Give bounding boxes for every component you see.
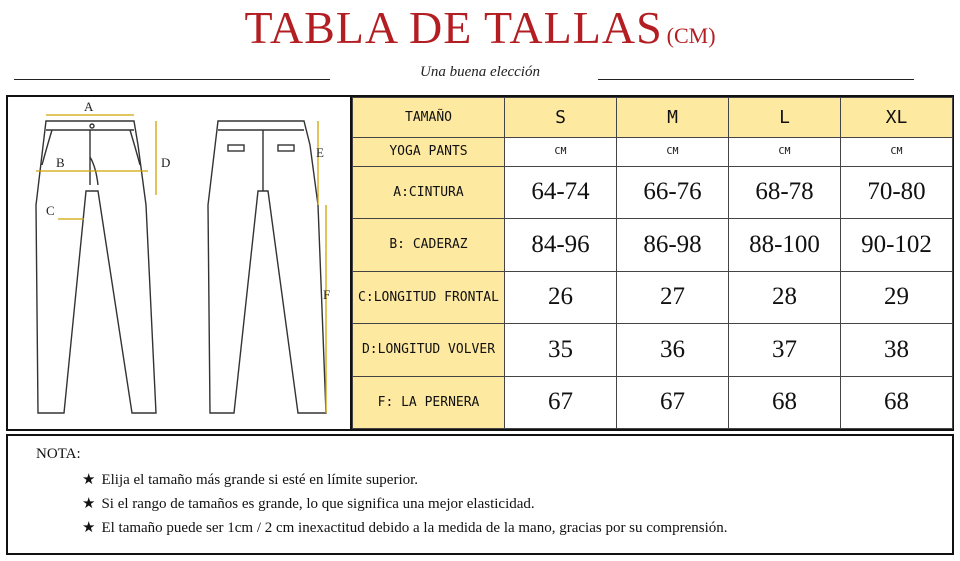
label-b: B [56, 155, 65, 170]
table-cell: 90-102 [841, 219, 953, 271]
star-icon: ★ [82, 520, 96, 536]
notes-heading: NOTA: [36, 446, 81, 462]
unit-row [353, 137, 953, 166]
back-pocket-right [278, 145, 294, 151]
header-row [353, 98, 953, 138]
table-cell: 29 [841, 271, 953, 323]
table-row [353, 219, 953, 271]
unit-cell: CM [617, 137, 729, 166]
table-cell: 28 [729, 271, 841, 323]
table-cell: 70-80 [841, 166, 953, 218]
label-e: E [316, 145, 324, 160]
table-cell: 37 [729, 324, 841, 376]
table-cell: 64-74 [505, 166, 617, 218]
table-cell: 68 [729, 376, 841, 428]
table-cell: 27 [617, 271, 729, 323]
row-label: C:LONGITUD FRONTAL [353, 271, 505, 323]
unit-cell: CM [729, 137, 841, 166]
note-item [82, 494, 535, 513]
back-pocket-left [228, 145, 244, 151]
table-cell: 68 [841, 376, 953, 428]
note-item [82, 518, 728, 537]
table-cell: 67 [617, 376, 729, 428]
size-header-label: TAMAÑO [353, 98, 505, 138]
table-cell: 68-78 [729, 166, 841, 218]
right-divider [598, 79, 914, 80]
row-label: A:CINTURA [353, 166, 505, 218]
back-pants-outline [208, 121, 326, 413]
table-cell: 38 [841, 324, 953, 376]
unit-cell: CM [841, 137, 953, 166]
left-divider [14, 79, 330, 80]
table-cell: 86-98 [617, 219, 729, 271]
note-text: El tamaño puede ser 1cm / 2 cm inexactitud debido a la medida de la mano, gracias por su comprensión. [101, 520, 728, 536]
front-fly [90, 130, 98, 185]
subtitle: Una buena elección [420, 64, 540, 80]
pants-diagram [6, 95, 352, 431]
size-header-l: L [729, 98, 841, 138]
table-row [353, 324, 953, 376]
table-cell: 66-76 [617, 166, 729, 218]
label-a: A [84, 99, 94, 114]
title-unit: (CM) [666, 23, 716, 48]
table-row [353, 376, 953, 428]
row-label: F: LA PERNERA [353, 376, 505, 428]
size-header-s: S [505, 98, 617, 138]
table-cell: 84-96 [505, 219, 617, 271]
label-c: C [46, 203, 55, 218]
label-f: F [323, 287, 331, 302]
table-cell: 88-100 [729, 219, 841, 271]
table-cell: 67 [505, 376, 617, 428]
note-item [82, 470, 418, 489]
notes-box [6, 434, 954, 555]
unit-cell: CM [505, 137, 617, 166]
table-row [353, 271, 953, 323]
table-row [353, 166, 953, 218]
size-table [352, 97, 953, 429]
note-text: Si el rango de tamaños es grande, lo que significa una mejor elasticidad. [101, 496, 535, 512]
page-title [0, 0, 960, 56]
unit-row-label: YOGA PANTS [353, 137, 505, 166]
label-d: D [161, 155, 171, 170]
pants-illustration [6, 95, 352, 431]
table-cell: 35 [505, 324, 617, 376]
title-text: TABLA DE TALLAS [244, 2, 663, 53]
size-header-xl: XL [841, 98, 953, 138]
star-icon: ★ [82, 472, 96, 488]
star-icon: ★ [82, 496, 96, 512]
table-cell: 36 [617, 324, 729, 376]
note-text: Elija el tamaño más grande si esté en límite superior. [101, 472, 419, 488]
front-button [90, 124, 94, 128]
table-cell: 26 [505, 271, 617, 323]
size-header-m: M [617, 98, 729, 138]
row-label: B: CADERAZ [353, 219, 505, 271]
front-pants-outline [36, 121, 156, 413]
row-label: D:LONGITUD VOLVER [353, 324, 505, 376]
